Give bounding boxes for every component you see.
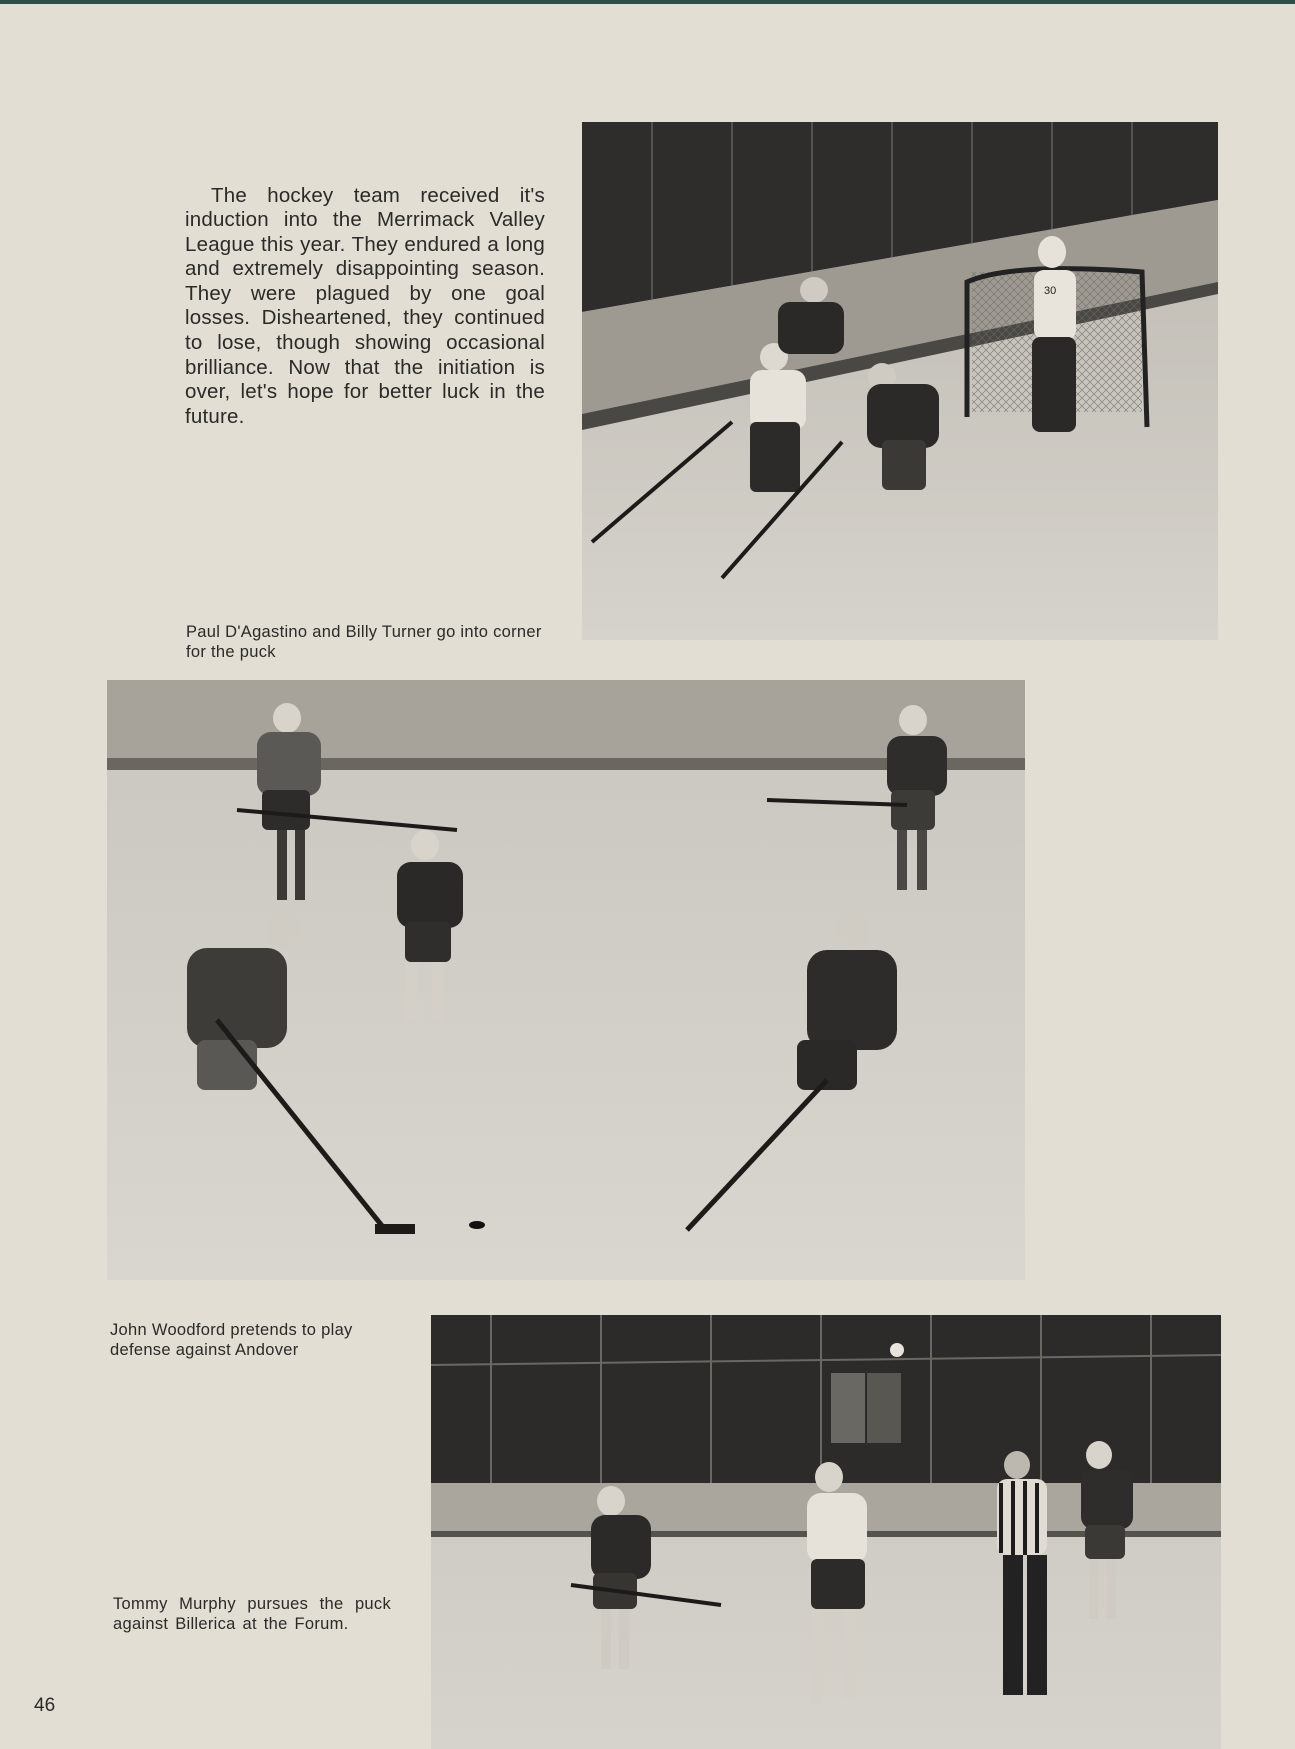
photo-goal-corner xyxy=(582,122,1218,640)
intro-paragraph: The hockey team received it's induction into the Merrimack Valley League this year. They endured a long and extremely disappointing season. They were plagued by one goal losses. Disheartened, they continued to lose, though showing occasional brilliance. Now that the initiation is over, let's hope for better luck in the future. xyxy=(185,183,545,428)
photo-forum-game xyxy=(431,1315,1221,1749)
photo-caption-1: Paul D'Agastino and Billy Turner go into corner for the puck xyxy=(186,622,542,661)
photo-caption-3: Tommy Murphy pursues the puck against Billerica at the Forum. xyxy=(113,1594,391,1633)
page-number: 46 xyxy=(34,1695,56,1716)
top-border-strip xyxy=(0,0,1295,4)
photo-caption-2: John Woodford pretends to play defense against Andover xyxy=(110,1320,353,1359)
photo-andover-play xyxy=(107,680,1025,1280)
goalie-jersey-number: 30 xyxy=(1044,285,1057,297)
